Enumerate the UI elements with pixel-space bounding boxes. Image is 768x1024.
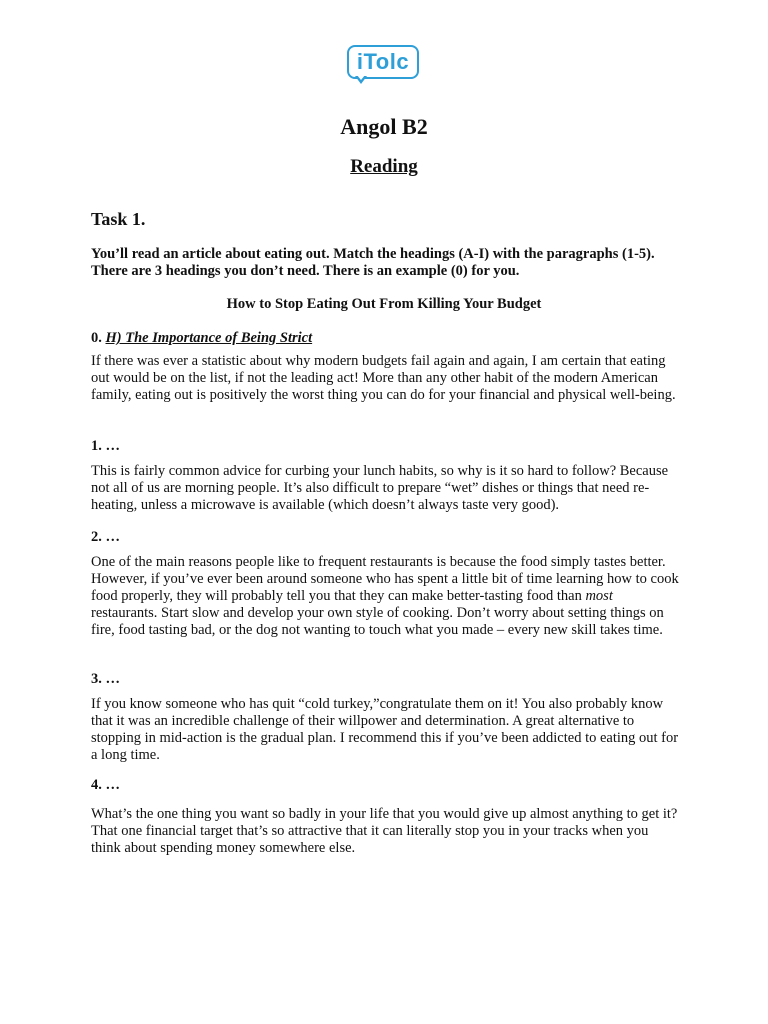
section-number: 2. … bbox=[91, 529, 120, 545]
paragraph-text: restaurants. Start slow and develop your own style of cooking. Don’t worry about setting things on fire, food tasting bad, or the dog not wanting to touch what you made – every new skill takes time. bbox=[91, 605, 664, 638]
section-3 bbox=[91, 671, 681, 764]
article-title: How to Stop Eating Out From Killing Your Budget bbox=[226, 296, 542, 312]
section-number: 0. bbox=[91, 330, 106, 346]
task-instructions: You’ll read an article about eating out. Match the headings (A-I) with the paragraphs (1-5). There are 3 headings you don’t need. There is an example (0) for you. bbox=[91, 246, 655, 279]
section-paragraph: If there was ever a statistic about why modern budgets fail again and again, I am certain that eating out would be on the list, if not the leading act! More than any other habit of the modern American family, eating out is positively the worst thing you can do for your financial and physical well-being. bbox=[91, 353, 676, 403]
section-number: 4. … bbox=[91, 777, 120, 793]
document-title: Angol B2 bbox=[340, 114, 428, 139]
section-0 bbox=[91, 330, 681, 404]
logo-text: iTolc bbox=[347, 45, 419, 79]
section-paragraph: This is fairly common advice for curbing your lunch habits, so why is it so hard to follow? Because not all of us are morning people. It’s also difficult to prepare “wet” dishes or things that need re-heating, unless a microwave is available (which doesn’t always taste very good). bbox=[91, 463, 669, 513]
section-number: 1. … bbox=[91, 438, 120, 454]
section-4 bbox=[91, 777, 681, 857]
example-heading: H) The Importance of Being Strict bbox=[105, 330, 313, 346]
paragraph-text: One of the main reasons people like to frequent restaurants is because the food simply tastes better. However, if you’ve ever been around someone who has spent a little bit of time learning how to cook food properly, they will probably tell you that they can make better-tasting food than bbox=[91, 554, 679, 604]
section-heading bbox=[91, 330, 681, 347]
document-subtitle: Reading bbox=[350, 156, 418, 177]
task-heading: Task 1. bbox=[91, 209, 146, 229]
section-paragraph: If you know someone who has quit “cold turkey,”congratulate them on it! You also probably know that it was an incredible challenge of their willpower and determination. A great alternative to stopping in mid-action is the gradual plan. I recommend this if you’ve been addicted to eating out for a long time. bbox=[91, 696, 679, 763]
section-number: 3. … bbox=[91, 671, 120, 687]
section-paragraph: What’s the one thing you want so badly in your life that you would give up almost anything to get it? That one financial target that’s so attractive that it can literally stop you in your tracks when you think about spending money somewhere else. bbox=[91, 806, 678, 856]
itolc-logo bbox=[347, 45, 421, 85]
emphasis-text: most bbox=[585, 588, 613, 604]
section-paragraph bbox=[91, 554, 681, 639]
section-2 bbox=[91, 529, 681, 639]
section-1 bbox=[91, 438, 681, 514]
